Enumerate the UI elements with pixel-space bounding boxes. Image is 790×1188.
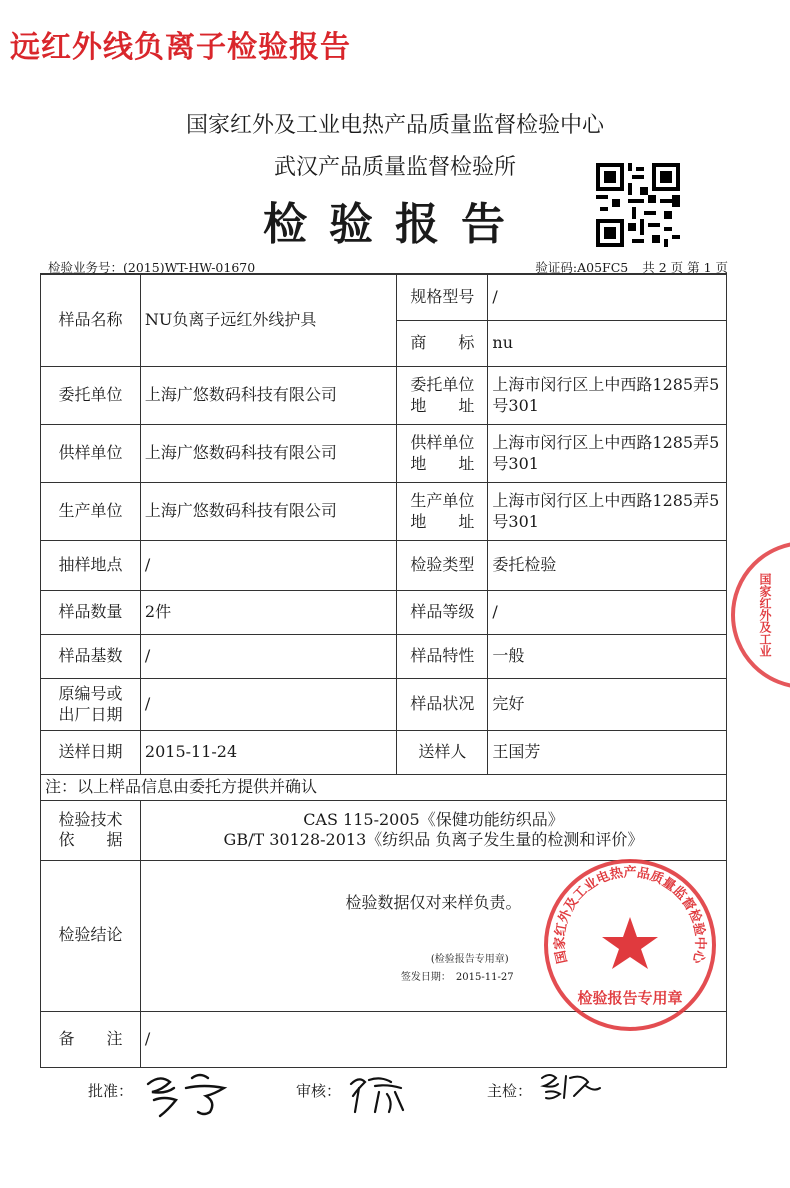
review-label: 审核：: [296, 1082, 342, 1100]
table-row: [41, 775, 727, 801]
spec-value: /: [488, 275, 727, 321]
orig-no-label: 原编号或 出厂日期: [41, 679, 141, 731]
reviewer-signature: [345, 1066, 415, 1118]
sample-name-label: 样品名称: [41, 275, 141, 367]
inspector-label: 主检：: [487, 1082, 533, 1100]
base-value: /: [140, 635, 397, 679]
org-name: 国家红外及工业电热产品质量监督检验中心: [185, 113, 604, 138]
sender-value: 王国芳: [488, 731, 727, 775]
issue-date: 签发日期： 2015-11-27: [400, 971, 514, 983]
base-label: 样品基数: [41, 635, 141, 679]
sample-name-value: NU负离子远红外线护具: [140, 275, 397, 367]
producer-addr-value: 上海市闵行区上中西路1285弄5号301: [488, 483, 727, 541]
state-value: 完好: [488, 679, 727, 731]
brand-label: 商 标: [397, 321, 488, 367]
client-addr-label: 委托单位 地 址: [397, 367, 488, 425]
quantity-label: 样品数量: [41, 591, 141, 635]
send-date-value: 2015-11-24: [140, 731, 397, 775]
inspector-signature: [536, 1068, 606, 1104]
table-row: [41, 367, 727, 425]
brand-value: nu: [488, 321, 727, 367]
official-seal: [540, 855, 720, 1035]
producer-addr-label: 生产单位 地 址: [397, 483, 488, 541]
table-row: [41, 591, 727, 635]
table-row: [41, 425, 727, 483]
seal-top-text: 国家红外及工业电热产品质量监督检验中心: [552, 865, 708, 965]
sender-label: 送样人: [397, 731, 488, 775]
supplier-label: 供样单位: [41, 425, 141, 483]
stamp-label: (检验报告专用章): [430, 953, 509, 965]
remark-value: /: [140, 1011, 726, 1067]
basis-label: 检验技术 依 据: [41, 800, 141, 860]
sub-org-name: 武汉产品质量监督检验所: [273, 155, 516, 180]
side-seal-text: 国家红外及工业: [758, 573, 772, 657]
client-value: 上海广悠数码科技有限公司: [140, 367, 397, 425]
client-addr-value: 上海市闵行区上中西路1285弄5号301: [488, 367, 727, 425]
seal-bottom-text: 检验报告专用章: [577, 989, 683, 1007]
supplier-value: 上海广悠数码科技有限公司: [140, 425, 397, 483]
sampling-place-value: /: [140, 541, 397, 591]
producer-label: 生产单位: [41, 483, 141, 541]
client-label: 委托单位: [41, 367, 141, 425]
table-row: [41, 483, 727, 541]
table-row: [41, 275, 727, 321]
quantity-value: 2件: [140, 591, 397, 635]
table-row: [41, 679, 727, 731]
banner-title: 远红外线负离子检验报告: [10, 30, 351, 65]
table-row: [41, 731, 727, 775]
send-date-label: 送样日期: [41, 731, 141, 775]
table-row: [41, 541, 727, 591]
side-seal: [725, 535, 790, 695]
property-label: 样品特性: [397, 635, 488, 679]
verify-code: 验证码:A05FC5: [535, 260, 629, 275]
grade-label: 样品等级: [397, 591, 488, 635]
supplier-addr-label: 供样单位 地 址: [397, 425, 488, 483]
report-title: 检验报告: [263, 199, 527, 250]
orig-no-value: /: [140, 679, 397, 731]
remark-label: 备 注: [41, 1011, 141, 1067]
test-type-value: 委托检验: [488, 541, 727, 591]
property-value: 一般: [488, 635, 727, 679]
producer-value: 上海广悠数码科技有限公司: [140, 483, 397, 541]
basis-value: [140, 800, 726, 860]
table-row: [41, 635, 727, 679]
info-note: 注：以上样品信息由委托方提供并确认: [41, 775, 727, 801]
supplier-addr-value: 上海市闵行区上中西路1285弄5号301: [488, 425, 727, 483]
conclusion-label: 检验结论: [41, 860, 141, 1011]
table-row: [41, 800, 727, 860]
grade-value: /: [488, 591, 727, 635]
qr-code: [596, 163, 680, 247]
basis-line-2: GB/T 30128-2013《纺织品 负离子发生量的检测和评价》: [223, 830, 644, 850]
basis-line-1: CAS 115-2005《保健功能纺织品》: [303, 809, 564, 829]
conclusion-text: 检验数据仅对来样负责。: [345, 892, 522, 912]
spec-label: 规格型号: [397, 275, 488, 321]
page-count: 共 2 页 第 1 页: [642, 260, 728, 275]
test-type-label: 检验类型: [397, 541, 488, 591]
business-number: 检验业务号：(2015)WT-HW-01670: [48, 260, 256, 275]
star-icon: [602, 917, 658, 969]
approver-signature: [140, 1066, 240, 1118]
state-label: 样品状况: [397, 679, 488, 731]
sampling-place-label: 抽样地点: [41, 541, 141, 591]
approve-label: 批准：: [88, 1082, 134, 1100]
